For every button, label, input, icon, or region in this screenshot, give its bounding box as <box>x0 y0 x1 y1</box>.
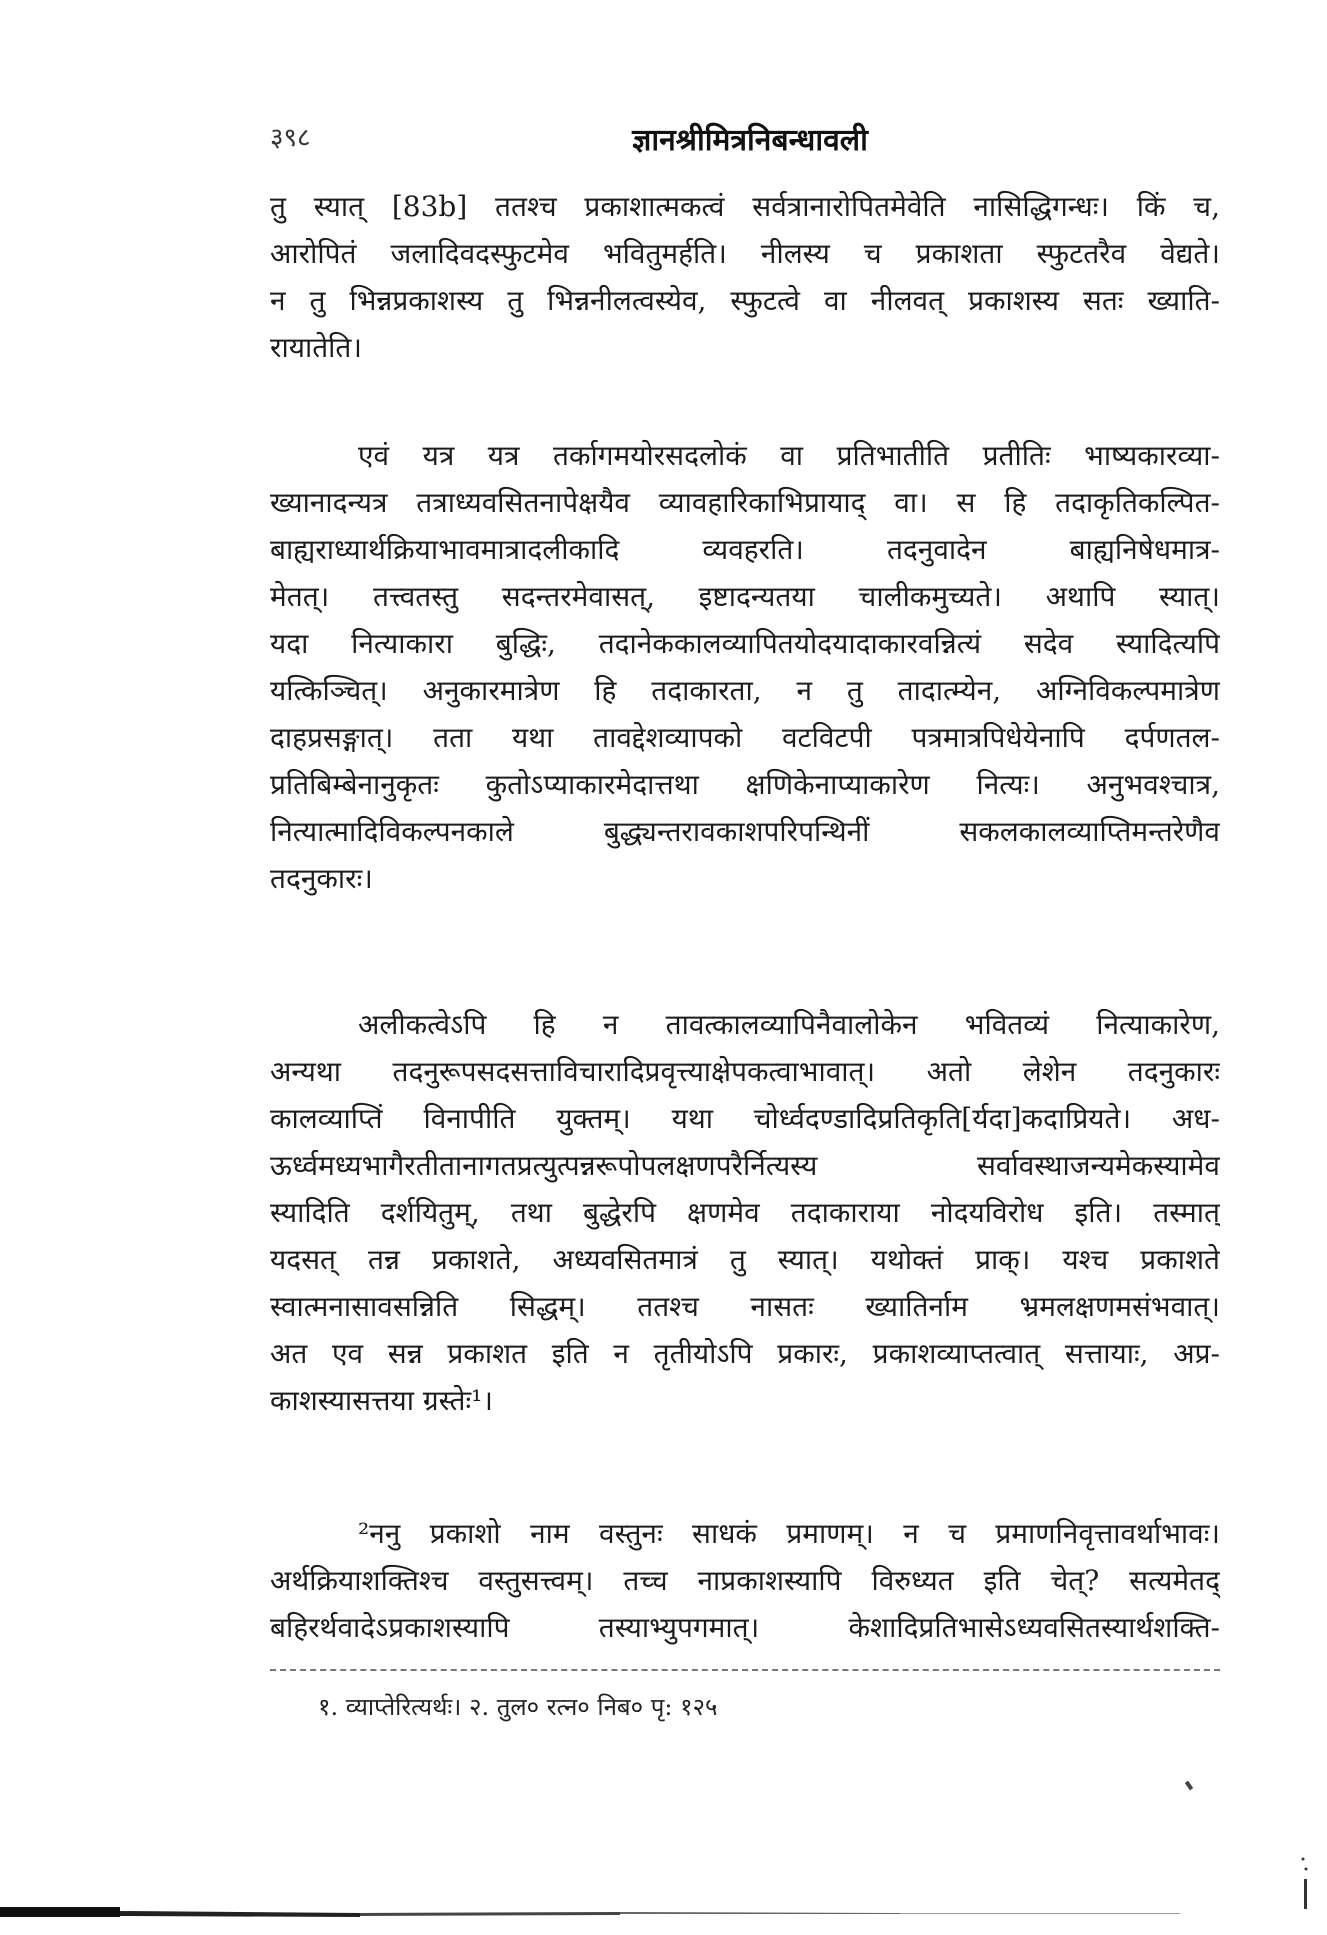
text-line: ऊर्ध्वमध्यभागैरतीतानागतप्रत्युत्पन्नरूपोपलक्षणपरैर्नित्यस्य सर्वावस्थाजन्यमेकस्यामेव <box>270 1149 1220 1182</box>
text-line: काशस्यासत्तया ग्रस्तेः¹। <box>270 1384 493 1417</box>
text-line: मेतत्। तत्त्वतस्तु सदन्तरमेवासत्, इष्टादन्यतया चालीकमुच्यते। अथापि स्यात्। <box>270 580 1220 613</box>
text-line: तदनुकारः। <box>270 862 373 895</box>
text-line: दाहप्रसङ्गात्। तता यथा तावद्देशव्यापको वटविटपी पत्रमात्रपिधेयेनापि दर्पणतल- <box>270 721 1220 754</box>
text-line: न तु भिन्नप्रकाशस्य तु भिन्ननीलत्वस्येव, स्फुटत्वे वा नीलवत् प्रकाशस्य सतः ख्याति- <box>270 284 1220 317</box>
text-line: ख्यानादन्यत्र तत्राध्यवसितनापेक्षयैव व्यावहारिकाभिप्रायाद् वा। स हि तदाकृतिकल्पित- <box>270 486 1220 519</box>
text-line: आरोपितं जलादिवदस्फुटमेव भवितुमर्हति। नीलस्य च प्रकाशता स्फुटतरैव वेद्यते। <box>270 237 1220 270</box>
page-number: ३९८ <box>270 123 311 153</box>
footnote: १. व्याप्तेरित्यर्थः। २. तुल० रत्न० निब० पृ: १२५ <box>318 1693 718 1721</box>
footnote-separator <box>270 1669 1220 1671</box>
text-line: अलीकत्वेऽपि हि न तावत्कालव्यापिनैवालोकेन भवितव्यं नित्याकारेण, <box>358 1008 1220 1041</box>
text-line: यदा नित्याकारा बुद्धिः, तदानेककालव्यापितयोदयादाकारवन्नित्यं सदेव स्यादित्यपि <box>270 627 1220 660</box>
page-header <box>270 118 1230 158</box>
text-line: यदसत् तन्न प्रकाशते, अध्यवसितमात्रं तु स्यात्। यथोक्तं प्राक्। यश्च प्रकाशते <box>270 1243 1220 1276</box>
text-line: स्वात्मनासावसन्निति सिद्धम्। ततश्च नासतः ख्यातिर्नाम भ्रमलक्षणमसंभवात्। <box>270 1290 1220 1323</box>
text-line: स्यादिति दर्शयितुम्, तथा बुद्धेरपि क्षणमेव तदाकाराया नोदयविरोध इति। तस्मात् <box>270 1196 1220 1229</box>
scan-bottom-edge <box>0 1905 1327 1919</box>
paragraph-3 <box>270 1001 1220 1424</box>
scan-mark <box>1185 1781 1193 1791</box>
paragraph-4 <box>270 1510 1220 1651</box>
text-line: अर्थक्रियाशक्तिश्च वस्तुसत्त्वम्। तच्च नाप्रकाशस्यापि विरुध्यत इति चेत्? सत्यमेतद् <box>270 1564 1220 1597</box>
text-line: रायातेति। <box>270 331 362 364</box>
text-line: एवं यत्र यत्र तर्कागमयोरसदलोकं वा प्रतिभातीति प्रतीतिः भाष्यकारव्या- <box>358 439 1220 472</box>
paragraph-2 <box>270 432 1220 902</box>
text-line: प्रतिबिम्बेनानुकृतः कुतोऽप्याकारमेदात्तथा क्षणिकेनाप्याकारेण नित्यः। अनुभवश्चात्र, <box>270 768 1220 801</box>
text-line: बाह्यराध्यार्थक्रियाभावमात्रादलीकादि व्यवहरति। तदनुवादेन बाह्यनिषेधमात्र- <box>270 533 1220 566</box>
text-line: अन्यथा तदनुरूपसदसत्ताविचारादिप्रवृत्त्याक्षेपकत्वाभावात्। अतो लेशेन तदनुकारः <box>270 1055 1220 1088</box>
text-line: तु स्यात् [83b] ततश्च प्रकाशात्मकत्वं सर्वत्रानारोपितमेवेति नासिद्धिगन्धः। किं च, <box>270 190 1220 223</box>
text-line: बहिरर्थवादेऽप्रकाशस्यापि तस्याभ्युपगमात्। केशादिप्रतिभासेऽध्यवसितस्यार्थशक्ति- <box>270 1611 1220 1644</box>
text-line: यत्किञ्चित्। अनुकारमात्रेण हि तदाकारता, न तु तादात्म्येन, अग्निविकल्पमात्रेण <box>270 674 1220 707</box>
text-line: कालव्याप्तिं विनापीति युक्तम्। यथा चोर्ध्वदण्डादिप्रतिकृति[र्यदा]कदाप्रियते। अध- <box>270 1102 1220 1135</box>
paragraph-1 <box>270 183 1220 371</box>
text-line: अत एव सन्न प्रकाशत इति न तृतीयोऽपि प्रकारः, प्रकाशव्याप्तत्वात् सत्तायाः, अप्र- <box>270 1337 1220 1370</box>
text-line: नित्यात्मादिविकल्पनकाले बुद्ध्यन्तरावकाशपरिपन्थिनीं सकलकालव्याप्तिमन्तरेणैव <box>270 815 1220 848</box>
text-line: ²ननु प्रकाशो नाम वस्तुनः साधकं प्रमाणम्। न च प्रमाणनिवृत्तावर्थाभावः। <box>358 1517 1220 1550</box>
running-title: ज्ञानश्रीमित्रनिबन्धावली <box>632 123 868 158</box>
